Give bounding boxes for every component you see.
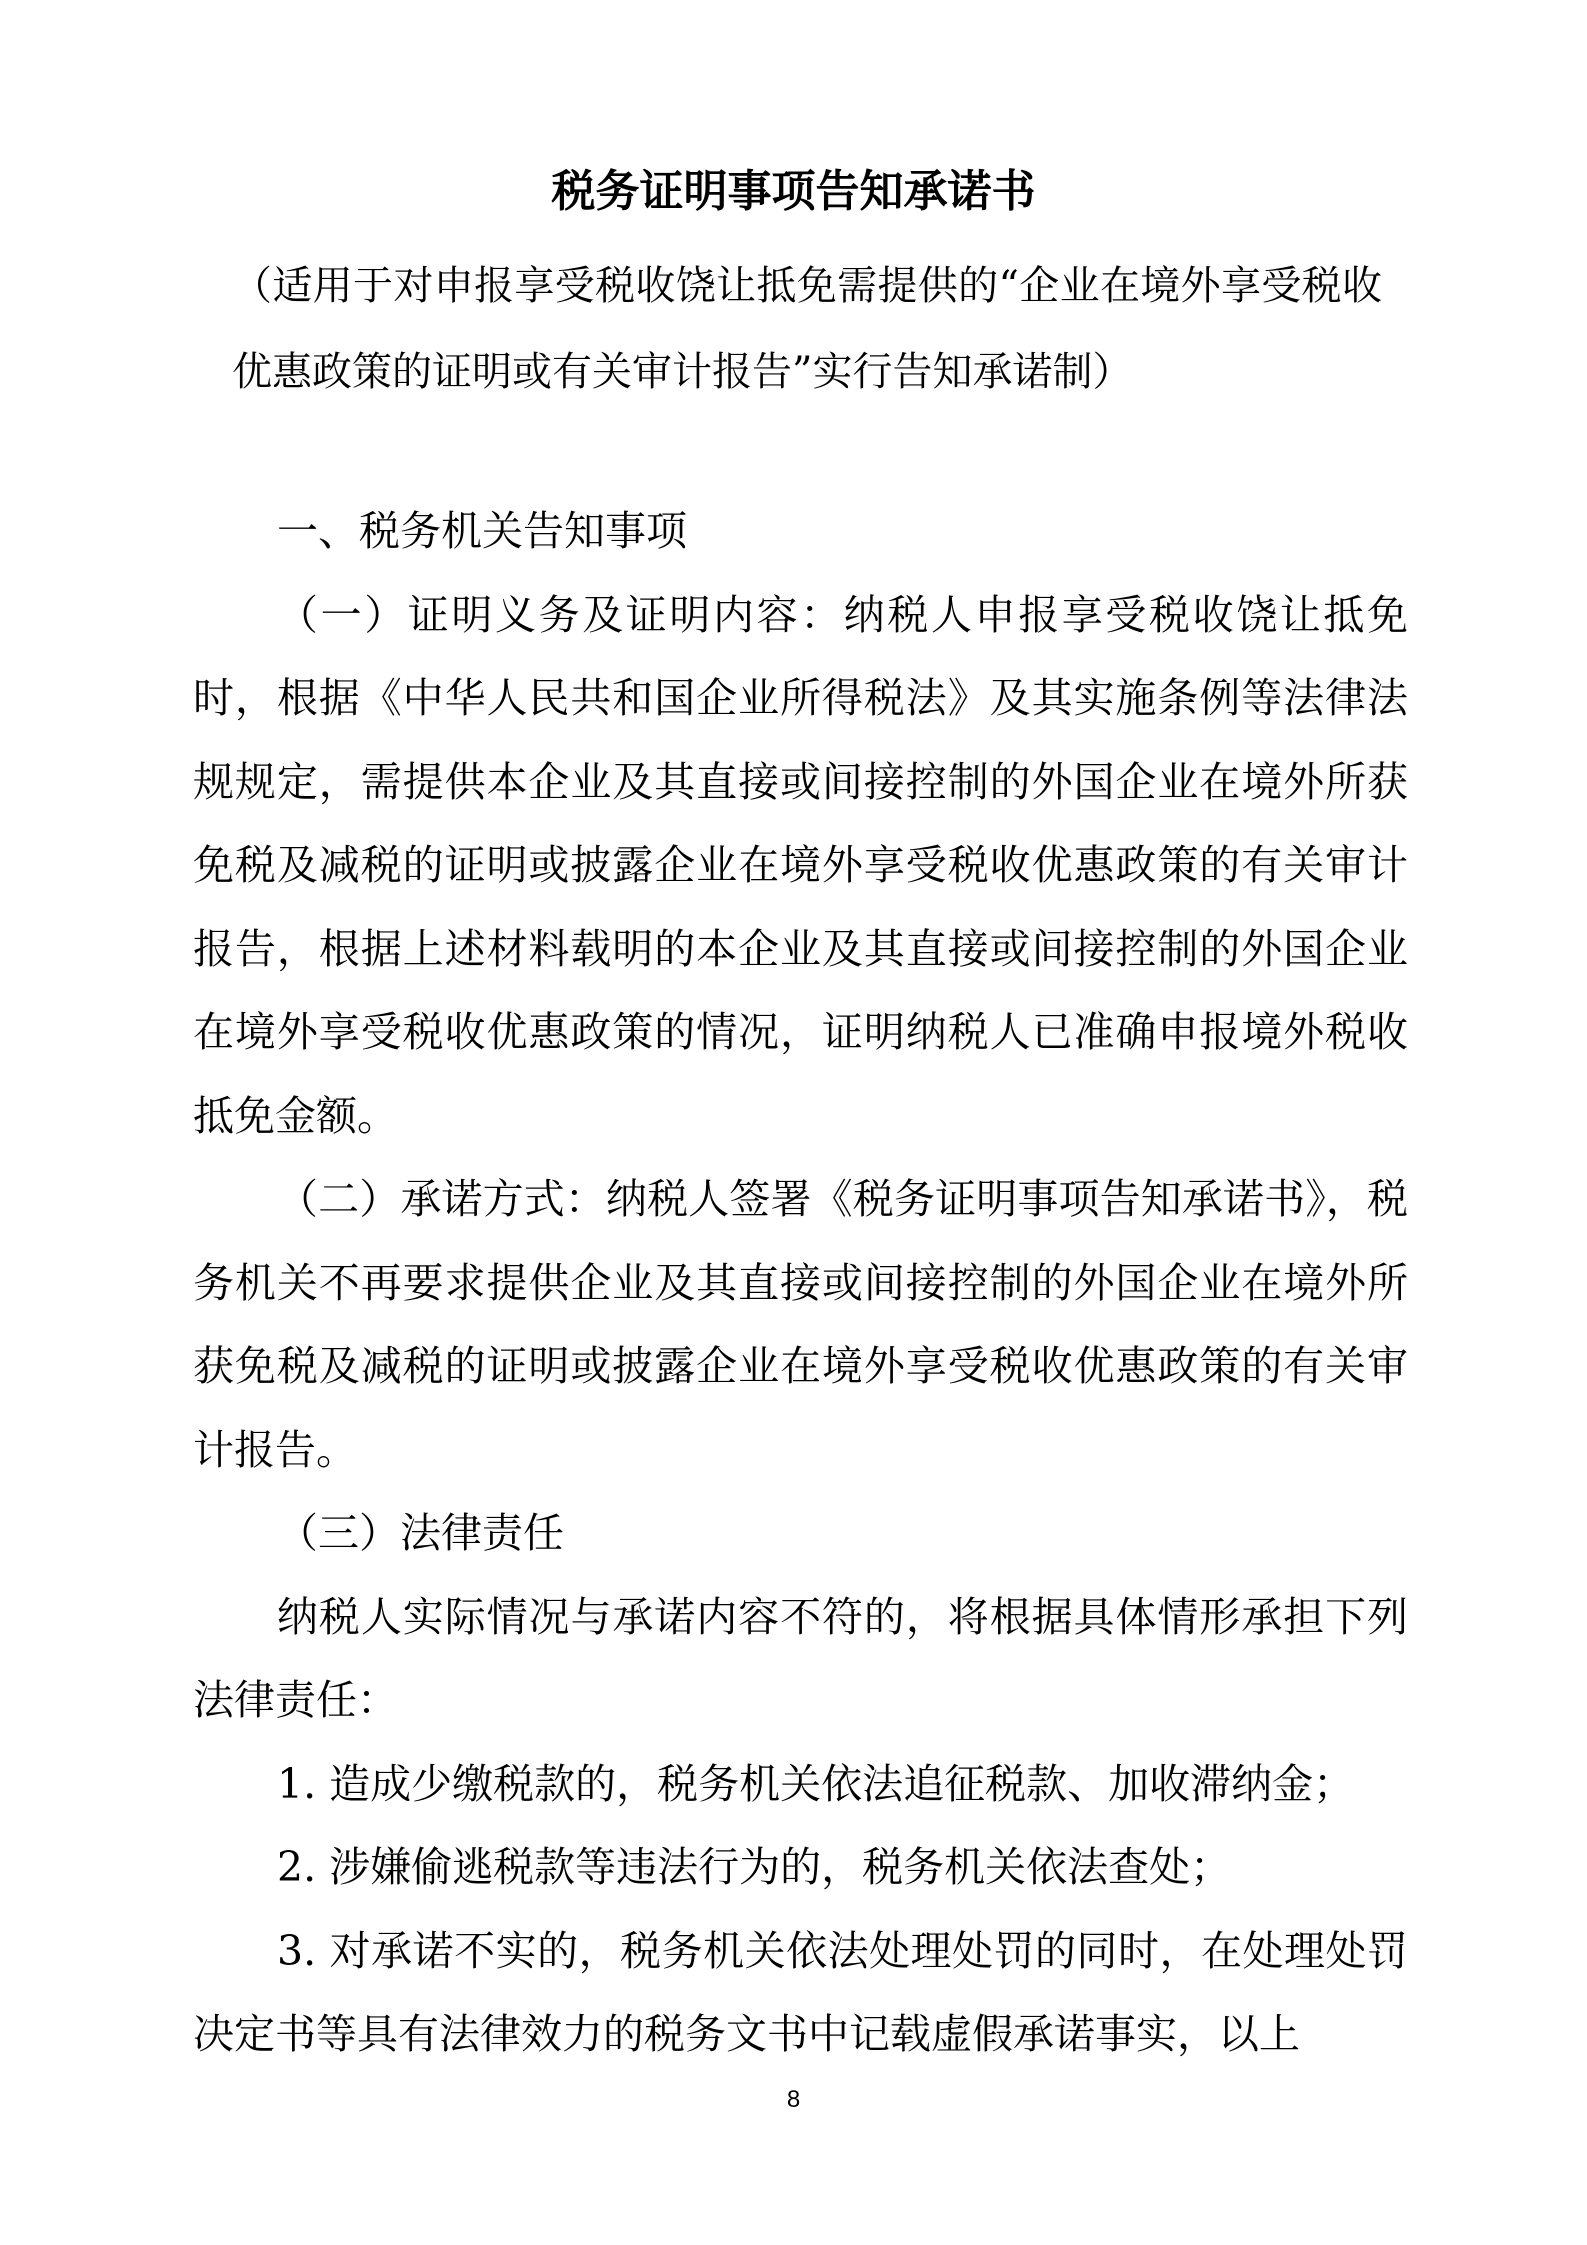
- paragraph-commitment-method: （二）承诺方式：纳税人签署《税务证明事项告知承诺书》，税务机关不再要求提供企业及其直接或间接控制的外国企业在境外所获免税及减税的证明或披露企业在境外享受税收优惠政策的有关审计报告。: [193, 1175, 1408, 1474]
- list-item-1: 1. 造成少缴税款的，税务机关依法追征税款、加收滞纳金；: [277, 1759, 1355, 1808]
- page-number: 8: [786, 2086, 801, 2113]
- document-title: 税务证明事项告知承诺书: [551, 166, 1036, 217]
- paragraph-proof-obligation: （一）证明义务及证明内容：纳税人申报享受税收饶让抵免时，根据《中华人民共和国企业所得税法》及其实施条例等法律法规规定，需提供本企业及其直接或间接控制的外国企业在境外所获免税及减税的证明或披露企业在境外享受税收优惠政策的有关审计报告，根据上述材料载明的本企业及其直接或间接控制的外国企业在境外享受税收优惠政策的情况，证明纳税人已准确申报境外税收抵免金额。: [193, 590, 1408, 1140]
- document-subtitle: （适用于对申报享受税收饶让抵免需提供的“企业在境外享受税收优惠政策的证明或有关审计报告”实行告知承诺制）: [232, 263, 1382, 395]
- paragraph-legal-liability: 纳税人实际情况与承诺内容不符的，将根据具体情形承担下列法律责任：: [193, 1592, 1408, 1724]
- list-item-2: 2. 涉嫌偷逃税款等违法行为的，税务机关依法查处；: [277, 1843, 1232, 1891]
- section-heading: 一、税务机关告知事项: [277, 507, 687, 555]
- list-item-3: 3. 对承诺不实的，税务机关依法处理处罚的同时，在处理处罚决定书等具有法律效力的税务文书中记载虚假承诺事实，以上: [193, 1926, 1408, 2058]
- document-body: [193, 490, 1408, 2077]
- paragraph-legal-liability-heading: （三）法律责任: [277, 1509, 564, 1557]
